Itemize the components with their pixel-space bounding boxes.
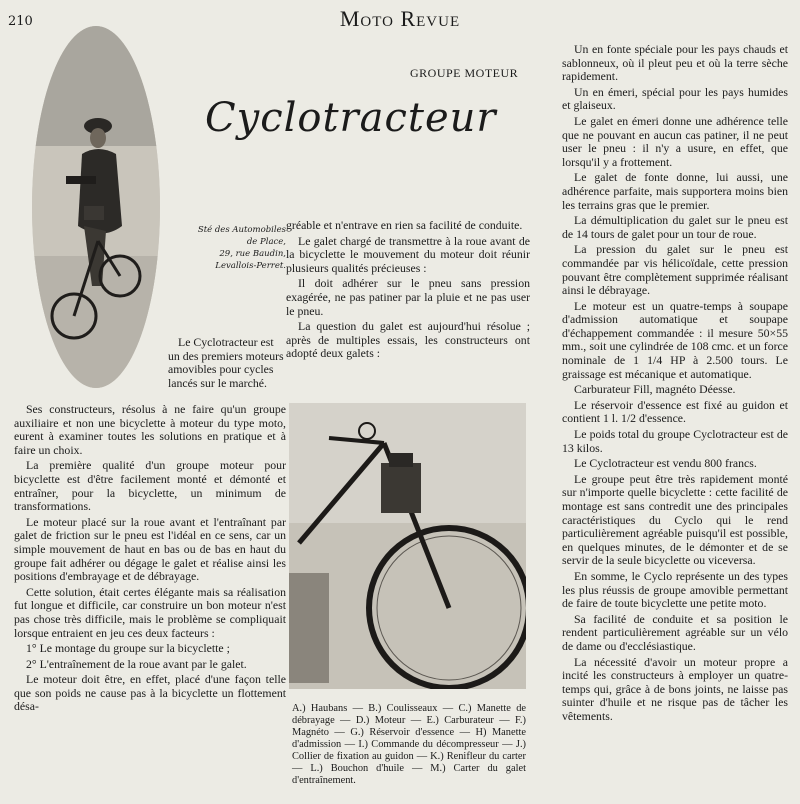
photo-caption: A.) Haubans — B.) Coulisseaux — C.) Manette de débrayage — D.) Moteur — E.) Carburateur — F.) Magnéto — G.) Réservoir d'essence — H) Manette d'admission — I.) Commande du décompresseur — J.) Collier de fixation au guidon — K.) Renifleur du carter — L.) Bouchon d'huile — M.) Carter du galet d'entraînement.: [292, 703, 526, 786]
section-label: GROUPE MOTEUR: [410, 66, 519, 80]
credit-line: Sté des Automobiles: [197, 225, 286, 235]
magazine-masthead: Moto Revue: [339, 6, 461, 31]
paragraph: Il doit adhérer sur le pneu sans pression exagérée, ne pas patiner par la pluie et ne pas user le pneu.: [286, 276, 530, 318]
paragraph: 2° L'entraînement de la roue avant par le galet.: [26, 656, 247, 671]
credit-line: de Place,: [246, 237, 286, 247]
paragraph: Le galet chargé de transmettre à la roue avant de la bicyclette le mouvement du moteur doit réunir plusieurs qualités précieuses :: [286, 233, 530, 275]
paragraph: Cette solution, était certes élégante mais sa réalisation fut longue et difficile, car construire un bon moteur n'est pas chose très difficile, mais le problème se compliquait lorsque entraient en jeu ces deux facteurs :: [14, 584, 286, 640]
column-3: [562, 43, 788, 726]
page-number: 210: [8, 14, 33, 29]
paragraph: La démultiplication du galet sur le pneu est de 14 tours de galet pour un tour de roue.: [562, 213, 788, 241]
paragraph: La question du galet est aujourd'hui résolue ; après de multiples essais, les constructeurs ont adopté deux galets :: [286, 319, 530, 361]
article-title: Cyclotracteur: [205, 95, 497, 141]
paragraph: Le Cyclotracteur est vendu 800 francs.: [574, 456, 757, 471]
credit-line: 29, rue Baudin,: [219, 249, 286, 259]
paragraph: Le moteur placé sur la roue avant et l'entraînant par galet de friction sur le pneu est l'idéal en ce sens, car un simple mouvement de haut en bas ou de bas en haut du groupe fait adhérer ou dégage le galet et réalise ainsi les positions d'embrayage et de débrayage.: [14, 514, 286, 584]
paragraph: Le groupe peut être très rapidement monté sur n'importe quelle bicyclette : cette facilité de montage est sans contredit une des principales caractéristiques du Cyclo qui le rend particulièrement agréable puisqu'il est possible, en quelques minutes, de le démonter et de se servir de la seule bicyclette ou viceversa.: [562, 471, 788, 568]
paragraph: En somme, le Cyclo représente un des types les plus réussis de groupe amovible permettant de faire de toute bicyclette une petite moto.: [562, 568, 788, 611]
paragraph: Un en fonte spéciale pour les pays chauds et sablonneux, où il pleut peu et où la terre sèche rapidement.: [562, 42, 788, 84]
photo-credit: [168, 224, 286, 272]
paragraph: Un en émeri, spécial pour les pays humides et glaiseux.: [562, 84, 788, 113]
rider-photo: [32, 26, 160, 388]
paragraph: Ses constructeurs, résolus à ne faire qu'un groupe auxiliaire et non une bicyclette à moteur du type moto, eurent à examiner toutes les solutions en pratique et à faire un choix.: [14, 402, 286, 457]
intro-text: [168, 336, 285, 390]
column-1: [14, 403, 286, 716]
paragraph: Le galet en émeri donne une adhérence telle que ne pouvant en aucun cas patiner, il ne peut user le pneu : il n'y a usure, en effet, que lorsqu'il y a frottement.: [562, 113, 788, 169]
paragraph: Le moteur doit être, en effet, placé d'une façon telle que son poids ne cause pas à la bicyclette un flottement désa-: [14, 672, 286, 714]
paragraph: La pression du galet sur le pneu est commandée par vis hélicoïdale, cette pression pouvant être complètement supprimée réalisant ainsi le débrayage.: [562, 242, 788, 298]
paragraph: La première qualité d'un groupe moteur pour bicyclette est d'être facilement monté et démonté et entraîner, pour la bicyclette, un minimum de transformations.: [14, 458, 286, 514]
paragraph: Carburateur Fill, magnéto Déesse.: [574, 382, 736, 397]
paragraph: Le poids total du groupe Cyclotracteur est de 13 kilos.: [562, 427, 788, 455]
column-2: [286, 219, 530, 363]
credit-line: Levallois-Perret.: [215, 261, 286, 271]
paragraph: Le réservoir d'essence est fixé au guidon et contient 1 l. 1/2 d'essence.: [562, 397, 788, 426]
paragraph: Le Cyclotracteur est un des premiers moteurs amovibles pour cycles lancés sur le marché.: [168, 335, 284, 390]
paragraph: Le galet de fonte donne, lui aussi, une adhérence parfaite, mais supportera moins bien les terrains gras que le premier.: [562, 170, 788, 212]
paragraph: Le moteur est un quatre-temps à soupape d'admission automatique et soupape d'échappement commandée : il mesure 50×55 mm., soit une cylindrée de 108 cmc. et un force nominale de 1 1/4 HP à 2.500 tours. Le graissage est mécanique et automatique.: [562, 298, 788, 381]
cyclotracteur-photo: [289, 403, 526, 689]
paragraph: gréable et n'entrave en rien sa facilité de conduite.: [286, 218, 523, 232]
paragraph: Sa facilité de conduite et sa position le rendent particulièrement agréable sur un vélo de dame ou d'ecclésiastique.: [562, 611, 788, 653]
paragraph: La nécessité d'avoir un moteur propre a incité les constructeurs à employer un quatre-temps qui, grâce à de bons joints, ne laisse pas suinter d'huile et ne risque pas de tâcher les vêtements.: [562, 654, 788, 723]
paragraph: 1° Le montage du groupe sur la bicyclette ;: [26, 641, 230, 656]
